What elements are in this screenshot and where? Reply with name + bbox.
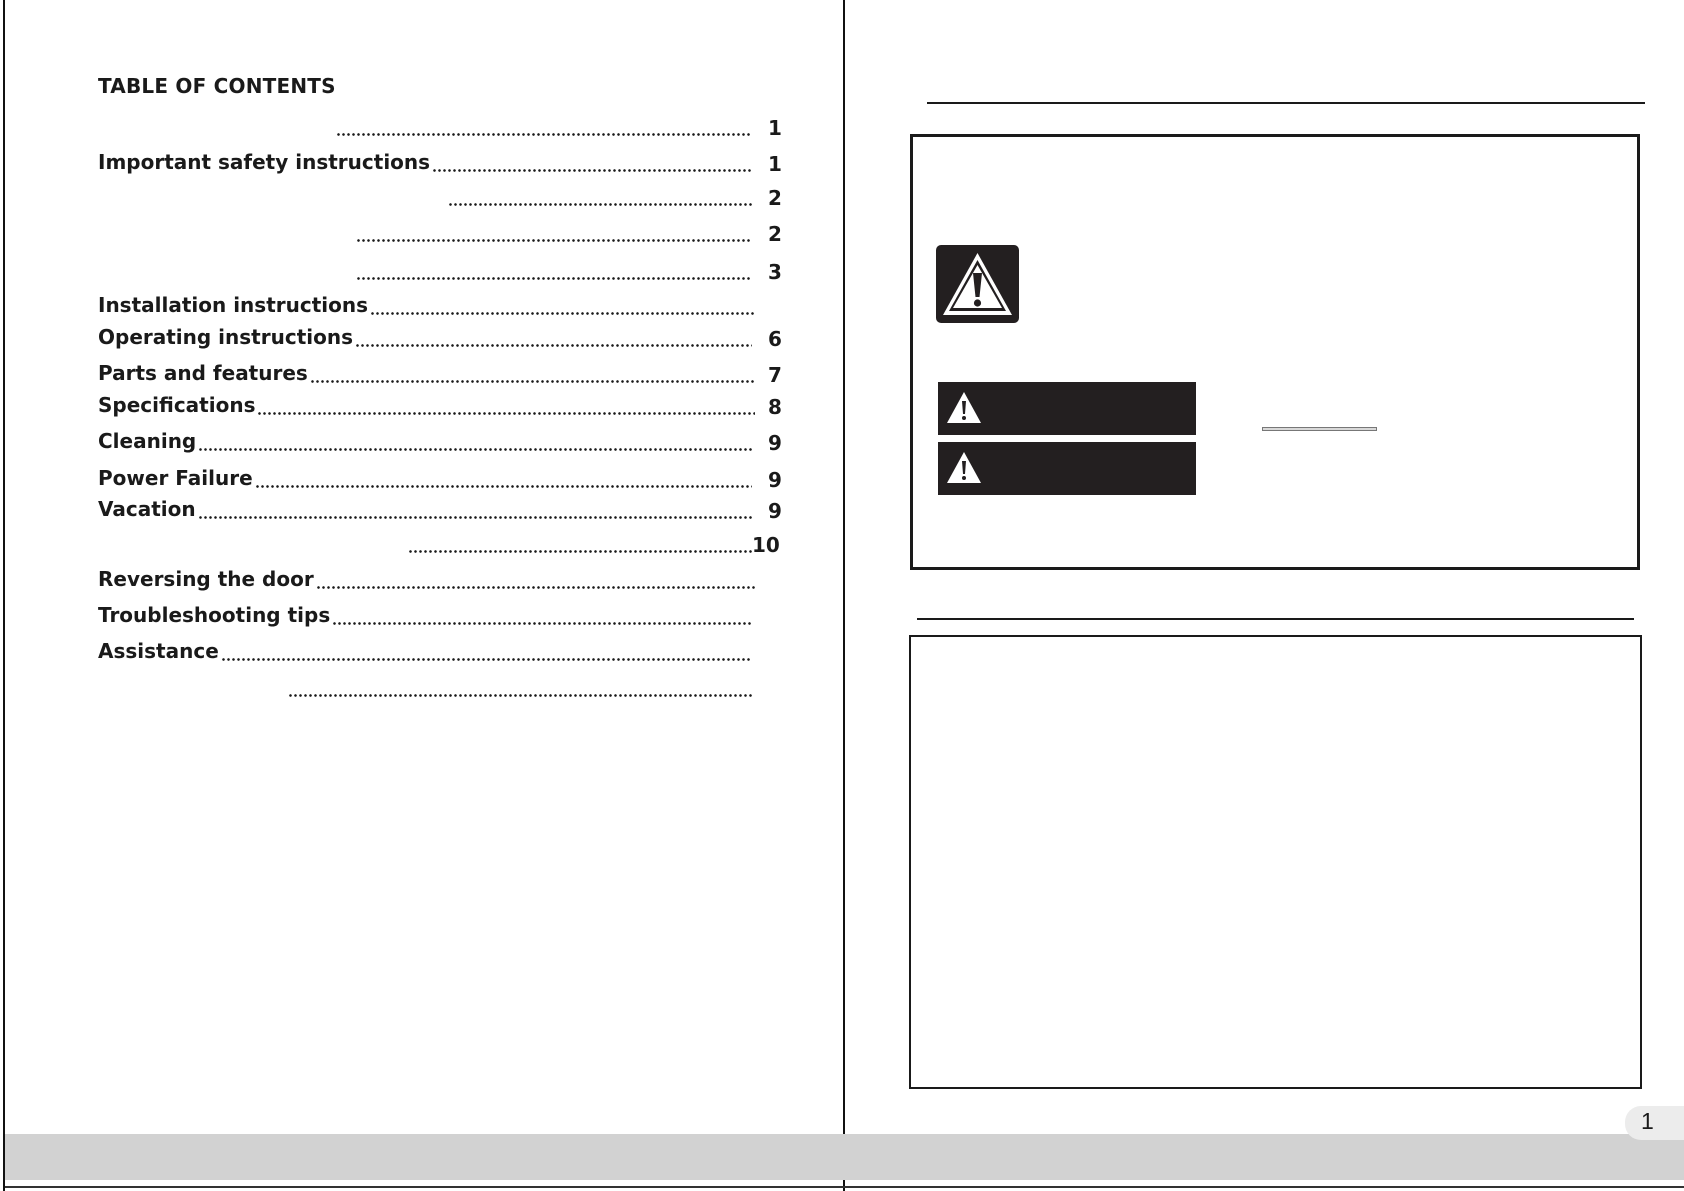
toc-dot-leader xyxy=(221,658,752,661)
toc-dot-leader xyxy=(356,239,752,242)
warning-triangle-icon xyxy=(946,451,982,485)
page-number-tab xyxy=(1625,1106,1684,1140)
toc-entry-label: Important safety instructions xyxy=(98,150,431,174)
toc-entry xyxy=(98,601,784,631)
toc-entry-page: 6 xyxy=(768,327,782,351)
toc-entry-label: Specifications xyxy=(98,393,256,417)
toc-entry xyxy=(98,112,784,142)
toc-dot-leader xyxy=(198,516,752,519)
toc-entry-page: 2 xyxy=(768,186,782,210)
toc-dot-leader xyxy=(336,133,752,136)
toc-dot-leader xyxy=(332,622,752,625)
toc-entry-label: Cleaning xyxy=(98,429,197,453)
toc-entry xyxy=(98,256,784,286)
toc-dot-leader xyxy=(370,312,755,315)
toc-entry xyxy=(98,391,784,421)
toc-entry-page: 7 xyxy=(768,363,782,387)
toc-dot-leader xyxy=(316,586,755,589)
toc-entry xyxy=(98,565,784,595)
toc-entry-page: 9 xyxy=(768,499,782,523)
toc-entry-page: 1 xyxy=(768,152,782,176)
toc-title: TABLE OF CONTENTS xyxy=(98,74,336,98)
toc-entry-page: 1 xyxy=(768,116,782,140)
toc-entry xyxy=(98,291,784,321)
toc-entry-page: 9 xyxy=(768,431,782,455)
section-rule-middle xyxy=(917,618,1634,620)
toc-entry-label: Installation instructions xyxy=(98,293,369,317)
toc-entry-label: Assistance xyxy=(98,639,219,663)
toc-entry-label: Parts and features xyxy=(98,361,308,385)
safety-alert-icon xyxy=(936,245,1019,323)
toc-dot-leader xyxy=(356,277,752,280)
toc-entry-label: Operating instructions xyxy=(98,325,353,349)
toc-entry-label: Power Failure xyxy=(98,466,253,490)
toc-entry xyxy=(98,637,784,667)
toc-dot-leader xyxy=(310,380,755,383)
toc-entry-page: 8 xyxy=(768,395,782,419)
instructions-box xyxy=(909,635,1642,1089)
warning-triangle-icon xyxy=(946,391,982,425)
toc-entry xyxy=(98,673,784,703)
toc-entry-label: Troubleshooting tips xyxy=(98,603,331,627)
toc-dot-leader xyxy=(288,694,752,697)
toc-dot-leader xyxy=(255,485,752,488)
toc-dot-leader xyxy=(432,169,752,172)
toc-dot-leader xyxy=(257,412,755,415)
toc-dot-leader xyxy=(448,203,752,206)
toc-entry-label: Vacation xyxy=(98,497,196,521)
toc-entry-page: 10 xyxy=(752,533,780,557)
toc-entry-page: 2 xyxy=(768,222,782,246)
toc-entry xyxy=(98,148,784,178)
toc-entry xyxy=(98,182,784,212)
toc-entry xyxy=(98,529,784,559)
toc-entry xyxy=(98,218,784,248)
toc-entry xyxy=(98,495,784,525)
toc-entry xyxy=(98,323,784,353)
section-rule-top xyxy=(927,102,1645,104)
warning-signal-bar xyxy=(938,442,1196,495)
page-number: 1 xyxy=(1641,1108,1654,1134)
toc-entry xyxy=(98,464,784,494)
toc-entry-page: 9 xyxy=(768,468,782,492)
toc-dot-leader xyxy=(355,344,752,347)
safety-warning-box xyxy=(910,134,1640,570)
toc-dot-leader xyxy=(408,550,752,553)
toc-entry-page: 3 xyxy=(768,260,782,284)
toc-entry-label: Reversing the door xyxy=(98,567,314,591)
toc-dot-leader xyxy=(198,448,752,451)
small-divider xyxy=(1262,427,1377,431)
toc-entry xyxy=(98,359,784,389)
danger-signal-bar xyxy=(938,382,1196,435)
toc-entry xyxy=(98,427,784,457)
